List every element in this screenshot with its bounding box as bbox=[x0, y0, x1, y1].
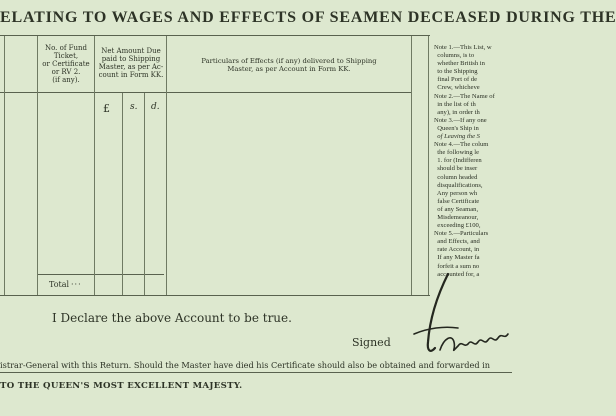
note-line: Note 2.—The Name of bbox=[434, 92, 495, 100]
notes-rule bbox=[428, 36, 429, 295]
declaration-text: I Declare the above Account to be true. bbox=[52, 311, 292, 325]
particulars-line-2: Master, as per Account in Form KK. bbox=[227, 65, 351, 73]
net-amount-header bbox=[95, 47, 167, 79]
column-rule-left bbox=[4, 36, 5, 295]
note-line: Misdemeanour, bbox=[434, 213, 479, 221]
fund-ticket-line-2: Ticket, bbox=[53, 52, 79, 60]
fund-ticket-line-3: or Certificate bbox=[42, 60, 90, 68]
note-line: Note 3.—If any one bbox=[434, 116, 487, 124]
queen-line: TO THE QUEEN'S MOST EXCELLENT MAJESTY. bbox=[0, 381, 243, 391]
note-line: Note 5.—Particulars bbox=[434, 230, 489, 238]
header-rule-bottom bbox=[0, 92, 412, 93]
note-line: columns, is to bbox=[434, 52, 475, 60]
note-line: the following le bbox=[434, 149, 480, 157]
note-line: accounted for, a bbox=[434, 270, 480, 278]
note-line: rate Account, in bbox=[434, 246, 480, 254]
column-rule-shillings bbox=[144, 93, 145, 295]
column-rule-pounds bbox=[122, 93, 123, 295]
note-line: Queen's Ship in bbox=[434, 124, 479, 132]
column-rule-right bbox=[411, 36, 412, 295]
note-line: to the Shipping bbox=[434, 68, 478, 76]
particulars-line-1: Particulars of Effects (if any) delivered to Shipping bbox=[201, 57, 377, 65]
notes-column bbox=[434, 44, 514, 279]
signature-stroke bbox=[414, 327, 458, 334]
note-line: Crew, whicheve bbox=[434, 84, 480, 92]
signed-label: Signed bbox=[352, 336, 391, 349]
signature-image bbox=[400, 268, 512, 364]
note-line: column headed bbox=[434, 173, 478, 181]
table-rule-bottom bbox=[0, 295, 430, 296]
note-line: Note 1.—This List, w bbox=[434, 44, 492, 51]
fund-ticket-line-5: (if any). bbox=[52, 76, 80, 84]
footer-rule bbox=[0, 372, 512, 373]
note-line: forfeit a sum no bbox=[434, 262, 480, 270]
note-line: any), in order th bbox=[434, 108, 480, 116]
page-title: ELATING TO WAGES AND EFFECTS OF SEAMEN DECEASED DURING THE bbox=[0, 9, 616, 26]
signature-stroke bbox=[440, 334, 508, 350]
net-amount-line-2: paid to Shipping bbox=[101, 55, 161, 63]
fund-ticket-line-4: or RV 2. bbox=[51, 68, 81, 76]
note-line: whether British in bbox=[434, 60, 485, 68]
note-line: 1. for (Indifferen bbox=[434, 157, 482, 165]
pounds-symbol: £ bbox=[103, 102, 110, 115]
note-line: Note 4.—The colum bbox=[434, 141, 489, 149]
note-line: and Effects, and bbox=[434, 238, 480, 246]
particulars-header bbox=[167, 57, 411, 73]
signature-stroke bbox=[428, 274, 448, 351]
note-line: of Leaving the S bbox=[434, 133, 480, 141]
note-line: false Certificate bbox=[434, 197, 480, 205]
note-line: If any Master fa bbox=[434, 254, 480, 262]
note-line: should be inser bbox=[434, 165, 478, 173]
note-line: in the list of th bbox=[434, 100, 476, 108]
fund-ticket-line-1: No. of Fund bbox=[44, 44, 88, 52]
total-dots: ··· bbox=[71, 280, 82, 289]
net-amount-line-1: Net Amount Due bbox=[101, 47, 161, 55]
note-line: final Port of de bbox=[434, 76, 478, 84]
note-line: Any person wh bbox=[434, 189, 478, 197]
pence-symbol: d. bbox=[151, 102, 160, 112]
note-line: exceeding £100, bbox=[434, 222, 481, 230]
net-amount-line-3: Master, as per Ac- bbox=[98, 63, 164, 71]
total-label: Total bbox=[49, 280, 70, 289]
total-rule-top bbox=[38, 274, 164, 275]
fund-ticket-header bbox=[38, 44, 94, 84]
net-amount-line-4: count in Form KK. bbox=[98, 71, 164, 79]
shillings-symbol: s. bbox=[130, 102, 138, 112]
header-rule-top bbox=[0, 35, 430, 36]
footer-note: istrar-General with this Return. Should the Master have died his Certificate should also be obtained and forwarded in bbox=[0, 360, 491, 370]
note-line: disqualifications, bbox=[434, 181, 483, 189]
note-line: of any Seaman, bbox=[434, 205, 479, 213]
